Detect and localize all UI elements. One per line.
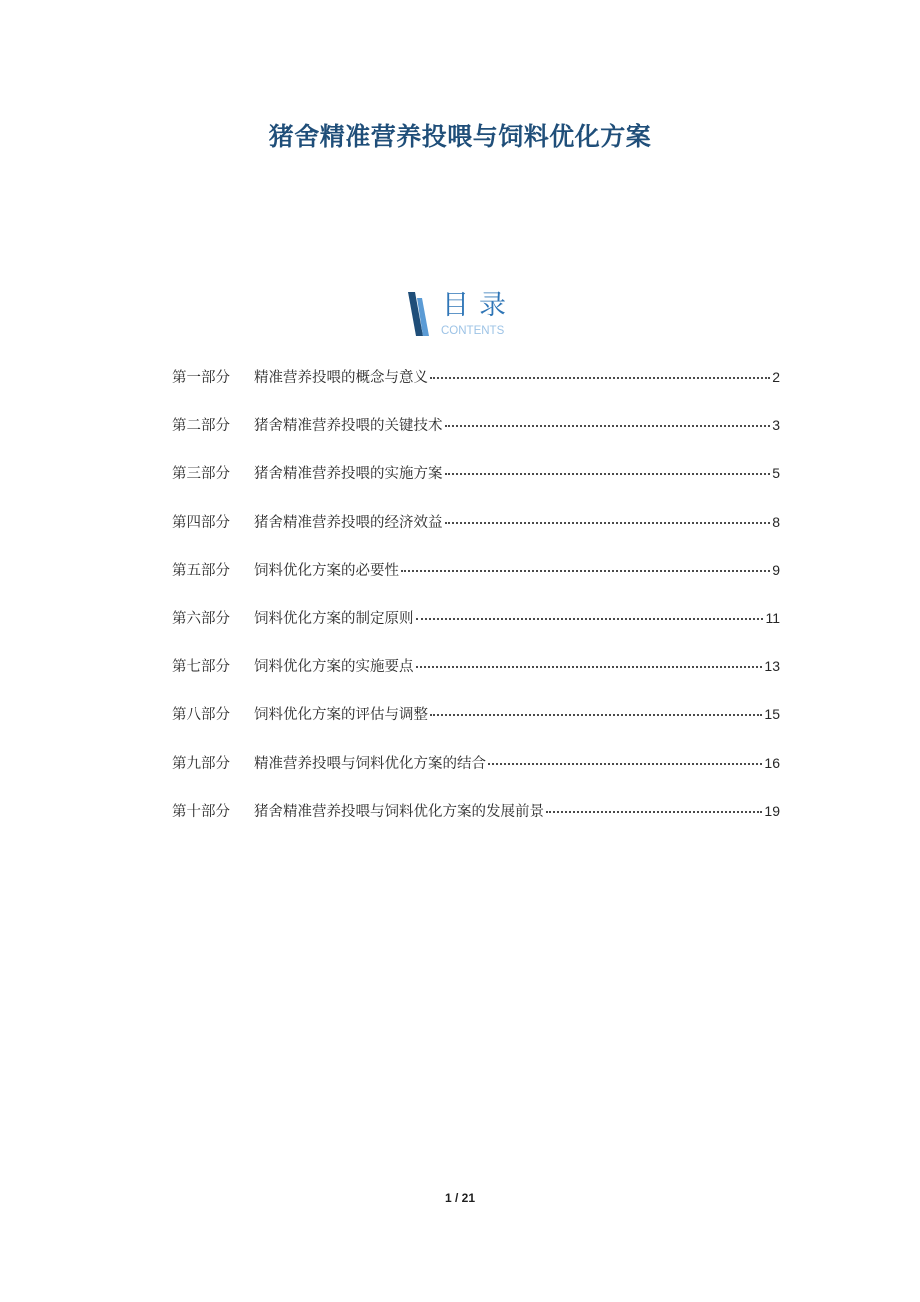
toc-dot-leader <box>416 666 763 668</box>
toc-entry[interactable] <box>172 555 780 603</box>
toc-dot-leader <box>445 425 771 427</box>
toc-entry-part: 第十部分 <box>172 803 230 820</box>
toc-entry-page: 16 <box>764 754 780 771</box>
toc-entry-title: 饲料优化方案的实施要点 <box>254 659 414 676</box>
toc-dot-leader <box>546 811 762 813</box>
toc-entry-part: 第五部分 <box>172 562 230 579</box>
toc-entry-page: 15 <box>764 706 780 723</box>
toc-entry-title: 饲料优化方案的评估与调整 <box>254 707 428 724</box>
toc-heading-title: 目录 <box>442 290 516 321</box>
toc-entry-part: 第八部分 <box>172 707 230 724</box>
toc-entry[interactable] <box>172 748 780 796</box>
toc-entry[interactable] <box>172 796 780 844</box>
toc-entry-part: 第七部分 <box>172 659 230 676</box>
toc-entry-part: 第四部分 <box>172 514 230 531</box>
toc-dot-leader <box>430 377 770 379</box>
toc-entry-part: 第六部分 <box>172 610 230 627</box>
toc-entry[interactable] <box>172 410 780 458</box>
toc-entry[interactable] <box>172 651 780 699</box>
toc-entry-title: 猪舍精准营养投喂与饲料优化方案的发展前景 <box>254 803 544 820</box>
toc-entry[interactable] <box>172 507 780 555</box>
toc-entry[interactable] <box>172 458 780 506</box>
toc-entry-page: 19 <box>764 802 780 819</box>
toc-list <box>172 362 780 844</box>
toc-entry-title: 饲料优化方案的必要性 <box>254 562 399 579</box>
toc-dot-leader <box>430 714 762 716</box>
toc-entry-page: 11 <box>765 609 780 626</box>
toc-entry-page: 9 <box>772 561 780 578</box>
toc-heading-subtitle: CONTENTS <box>441 325 505 337</box>
toc-entry-title: 猪舍精准营养投喂的实施方案 <box>254 466 443 483</box>
toc-entry-page: 2 <box>772 369 780 385</box>
toc-heading <box>406 292 526 338</box>
toc-dot-leader <box>445 473 771 475</box>
toc-entry-page: 3 <box>772 417 780 434</box>
toc-entry-title: 猪舍精准营养投喂的关键技术 <box>254 418 443 435</box>
toc-entry-title: 猪舍精准营养投喂的经济效益 <box>254 514 443 531</box>
toc-dot-leader <box>416 618 764 620</box>
toc-entry-page: 5 <box>772 465 780 482</box>
document-title: 猪舍精准营养投喂与饲料优化方案 <box>268 122 652 151</box>
toc-entry-title: 精准营养投喂的概念与意义 <box>254 370 428 386</box>
toc-entry-part: 第九部分 <box>172 755 230 772</box>
toc-dot-leader <box>401 570 770 572</box>
toc-entry-part: 第一部分 <box>172 370 230 386</box>
toc-entry-part: 第三部分 <box>172 466 230 483</box>
toc-dot-leader <box>488 763 762 765</box>
toc-entry-page: 13 <box>764 658 780 675</box>
toc-dot-leader <box>445 522 771 524</box>
contents-logo-icon <box>406 292 432 338</box>
toc-entry-part: 第二部分 <box>172 418 230 435</box>
toc-entry[interactable] <box>172 362 780 410</box>
page-number: 1 / 21 <box>444 1191 476 1205</box>
toc-entry-title: 精准营养投喂与饲料优化方案的结合 <box>254 755 486 772</box>
toc-entry[interactable] <box>172 699 780 747</box>
toc-entry-title: 饲料优化方案的制定原则 <box>254 610 414 627</box>
toc-entry-page: 8 <box>772 513 780 530</box>
toc-entry[interactable] <box>172 603 780 651</box>
